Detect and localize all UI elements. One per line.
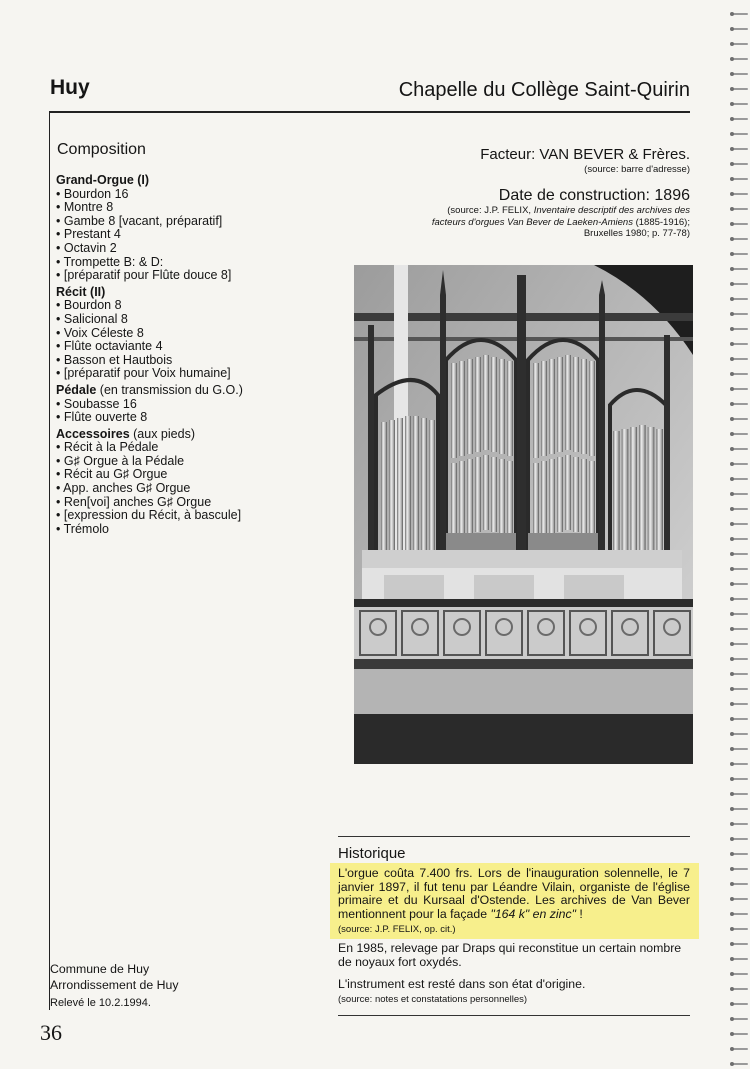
historique-paragraph-3 (338, 978, 690, 1006)
spiral-ring (730, 955, 750, 963)
spiral-ring (730, 625, 750, 633)
spiral-ring (730, 1000, 750, 1008)
bullet-icon: • (56, 396, 64, 411)
organ-pipe (639, 425, 646, 560)
spiral-ring (730, 805, 750, 813)
organ-pipe (533, 363, 539, 458)
organ-pipe (573, 357, 579, 452)
organ-pipe (581, 459, 587, 534)
spiral-ring (730, 250, 750, 258)
stop-item (56, 256, 346, 270)
bullet-icon: • (56, 440, 64, 455)
spiral-ring (730, 565, 750, 573)
bullet-icon: • (56, 453, 64, 468)
spiral-ring (730, 460, 750, 468)
stop-item (56, 242, 346, 256)
organ-pipe (381, 422, 387, 562)
builder-source: (source: barre d'adresse) (584, 164, 690, 175)
spiral-ring (730, 715, 750, 723)
left-rule (49, 111, 50, 1010)
arrondissement-label: Arrondissement de Huy (50, 977, 179, 992)
spiral-ring (730, 850, 750, 858)
organ-pipe (656, 429, 663, 564)
stop-label: Récit à la Pédale (63, 440, 159, 455)
spiral-ring (730, 370, 750, 378)
spiral-ring (730, 430, 750, 438)
section-heading-note: (en transmission du G.O.) (96, 382, 243, 397)
spiral-binding (728, 0, 750, 1069)
stop-item (56, 367, 346, 381)
spiral-ring (730, 970, 750, 978)
bullet-icon: • (56, 186, 64, 201)
bullet-icon: • (56, 481, 64, 496)
spiral-ring (730, 640, 750, 648)
construction-source (430, 205, 690, 240)
stop-item (56, 398, 346, 412)
bullet-icon: • (56, 508, 64, 523)
spiral-ring (730, 400, 750, 408)
organ-pipe (581, 359, 587, 454)
stop-label: Bourdon 8 (63, 298, 122, 313)
organ-pipe (459, 461, 465, 536)
organ-pipe (483, 455, 489, 530)
bullet-icon: • (56, 254, 64, 269)
bullet-icon: • (56, 298, 64, 313)
organ-pipe (467, 459, 473, 534)
organ-pipe (467, 359, 473, 454)
section-heading-text: Accessoires (56, 426, 130, 441)
spiral-ring (730, 145, 750, 153)
organ-pipe (565, 355, 571, 450)
spiral-ring (730, 520, 750, 528)
spiral-ring (730, 385, 750, 393)
section-heading-text: Récit (II) (56, 284, 106, 299)
stop-item (56, 313, 346, 327)
construction-source-suffix: (1885-1916); Bruxelles 1980; p. 77-78) (583, 216, 690, 239)
organ-pipe (459, 361, 465, 456)
bullet-icon: • (56, 494, 64, 509)
organ-pipe (421, 418, 427, 558)
header-rule (49, 111, 690, 113)
section-heading (56, 384, 346, 398)
stop-label: [préparatif pour Flûte douce 8] (63, 268, 232, 283)
historique-p1-quote: "164 k" en zinc" (490, 907, 577, 922)
bullet-icon: • (56, 227, 64, 242)
spiral-ring (730, 1045, 750, 1053)
builder-label: Facteur: (480, 146, 540, 163)
organ-pipe (557, 457, 563, 532)
stop-label: Flûte ouverte 8 (63, 410, 148, 425)
spiral-ring (730, 700, 750, 708)
stop-label: Trémolo (63, 521, 110, 536)
organ-pipe (499, 459, 505, 534)
spiral-ring (730, 415, 750, 423)
organ-pipe (541, 361, 547, 456)
stop-label: Basson et Hautbois (63, 352, 173, 367)
spiral-ring (730, 100, 750, 108)
spiral-ring (730, 1015, 750, 1023)
spiral-ring (730, 760, 750, 768)
chapel-title: Chapelle du Collège Saint-Quirin (398, 79, 690, 101)
spiral-ring (730, 745, 750, 753)
section-heading (56, 174, 346, 188)
releve-date: Relevé le 10.2.1994. (50, 997, 151, 1009)
bullet-icon: • (56, 410, 64, 425)
stop-item (56, 299, 346, 313)
historique-paragraph-1 (338, 867, 690, 937)
spiral-ring (730, 610, 750, 618)
organ-pipe (491, 457, 497, 532)
spiral-ring (730, 820, 750, 828)
stop-label: Gambe 8 [vacant, préparatif] (63, 213, 223, 228)
spiral-ring (730, 130, 750, 138)
section-heading-note: (aux pieds) (129, 426, 195, 441)
spiral-ring (730, 220, 750, 228)
commune-block (50, 962, 179, 993)
organ-pipe (451, 463, 457, 538)
stop-item (56, 327, 346, 341)
spiral-ring (730, 790, 750, 798)
spiral-ring (730, 280, 750, 288)
stop-label: App. anches G♯ Orgue (63, 481, 191, 496)
stop-label: [préparatif pour Voix humaine] (63, 366, 231, 381)
spiral-ring (730, 1030, 750, 1038)
spiral-ring (730, 895, 750, 903)
organ-pipe (483, 355, 489, 450)
organ-pipe (429, 420, 435, 560)
spiral-ring (730, 265, 750, 273)
construction-label: Date de construction: (498, 187, 655, 204)
spiral-ring (730, 685, 750, 693)
organ-pipe (648, 427, 655, 562)
organ-pipe (549, 359, 555, 454)
spiral-ring (730, 550, 750, 558)
historique-p1-source: (source: J.P. FELIX, op. cit.) (338, 923, 456, 935)
bullet-icon: • (56, 311, 64, 326)
section-heading (56, 286, 346, 300)
bullet-icon: • (56, 467, 64, 482)
spiral-ring (730, 670, 750, 678)
stop-label: Voix Céleste 8 (63, 325, 144, 340)
stop-label: [expression du Récit, à bascule] (63, 508, 242, 523)
spiral-ring (730, 55, 750, 63)
spiral-ring (730, 175, 750, 183)
historique-title: Historique (338, 845, 406, 862)
spiral-ring (730, 580, 750, 588)
stop-item (56, 215, 346, 229)
spiral-ring (730, 505, 750, 513)
spiral-ring (730, 490, 750, 498)
organ-pipe (541, 461, 547, 536)
spiral-ring (730, 355, 750, 363)
stop-item (56, 468, 346, 482)
organ-pipe (507, 461, 513, 536)
builder-name: VAN BEVER & Frères. (539, 146, 690, 163)
spiral-ring (730, 940, 750, 948)
organ-pipe (475, 457, 481, 532)
bullet-icon: • (56, 352, 64, 367)
spiral-ring (730, 985, 750, 993)
bullet-icon: • (56, 268, 64, 283)
builder-line (480, 146, 690, 163)
spiral-ring (730, 475, 750, 483)
stop-label: Ren[voi] anches G♯ Orgue (63, 494, 212, 509)
historique-rule (338, 836, 690, 837)
composition-list (56, 174, 346, 536)
organ-pipe (397, 418, 403, 558)
bullet-icon: • (56, 339, 64, 354)
stop-item (56, 354, 346, 368)
organ-pipe (451, 363, 457, 458)
construction-line (499, 187, 690, 205)
historique-p1-end: ! (576, 907, 583, 922)
stop-item (56, 496, 346, 510)
historique-p3-source: (source: notes et constatations personnelles) (338, 993, 528, 1005)
organ-pipe (389, 420, 395, 560)
spiral-ring (730, 835, 750, 843)
stop-label: Prestant 4 (63, 227, 121, 242)
stop-label: Octavin 2 (63, 240, 117, 255)
spiral-ring (730, 880, 750, 888)
stop-item (56, 455, 346, 469)
composition-title: Composition (57, 141, 146, 158)
spiral-ring (730, 535, 750, 543)
town-title: Huy (50, 76, 90, 99)
historique-p1-text: L'orgue coûta 7.400 frs. Lors de l'inauguration solennelle, le 7 janvier 1897, il fut tenu par Léandre Vilain, organiste de l'église primaire et du Kursaal d'Ostende. Les archives de Van Bever mentionnent pour la façade (338, 866, 690, 922)
stop-item (56, 482, 346, 496)
stop-label: Flûte octaviante 4 (63, 339, 163, 354)
section-heading-text: Pédale (56, 382, 97, 397)
stop-item (56, 228, 346, 242)
organ-pipe (405, 416, 411, 556)
historique-bottom-rule (338, 1015, 690, 1016)
spiral-ring (730, 40, 750, 48)
stop-label: Soubasse 16 (63, 396, 137, 411)
spiral-ring (730, 70, 750, 78)
organ-pipe (499, 359, 505, 454)
organ-pipe (491, 357, 497, 452)
spiral-ring (730, 325, 750, 333)
organ-pipe (622, 429, 629, 564)
spiral-ring (730, 775, 750, 783)
bullet-icon: • (56, 213, 64, 228)
stop-item (56, 411, 346, 425)
stop-item (56, 188, 346, 202)
bullet-icon: • (56, 240, 64, 255)
spiral-ring (730, 10, 750, 18)
historique-paragraph-2: En 1985, relevage par Draps qui reconstitue un certain nombre de noyaux fort oxydés. (338, 941, 682, 969)
organ-photo (354, 265, 693, 764)
organ-pipe (557, 357, 563, 452)
historique-p3-text: L'instrument est resté dans son état d'origine. (338, 977, 586, 991)
stop-item (56, 509, 346, 523)
organ-pipe (413, 416, 419, 556)
spiral-ring (730, 445, 750, 453)
spiral-ring (730, 235, 750, 243)
spiral-ring (730, 310, 750, 318)
spiral-ring (730, 190, 750, 198)
organ-pipe (549, 459, 555, 534)
organ-pipe (565, 455, 571, 530)
bullet-icon: • (56, 366, 64, 381)
organ-pipe (475, 357, 481, 452)
bullet-icon: • (56, 325, 64, 340)
section-heading-text: Grand-Orgue (I) (56, 173, 150, 187)
spiral-ring (730, 595, 750, 603)
stop-label: Bourdon 16 (63, 186, 129, 201)
stop-item (56, 441, 346, 455)
commune-label: Commune de Huy (50, 962, 150, 976)
stop-item (56, 269, 346, 283)
page-number: 36 (40, 1020, 62, 1045)
stop-label: G♯ Orgue à la Pédale (63, 453, 185, 468)
section-heading (56, 428, 346, 442)
spiral-ring (730, 865, 750, 873)
organ-pipe (533, 463, 539, 538)
spiral-ring (730, 295, 750, 303)
organ-pipe (589, 361, 595, 456)
spiral-ring (730, 925, 750, 933)
stop-label: Salicional 8 (63, 311, 128, 326)
spiral-ring (730, 910, 750, 918)
spiral-ring (730, 655, 750, 663)
organ-pipe (507, 361, 513, 456)
spiral-ring (730, 25, 750, 33)
spiral-ring (730, 85, 750, 93)
organ-pipe (613, 431, 620, 566)
stop-label: Trompette B: & D: (63, 254, 164, 269)
organ-pipe (573, 457, 579, 532)
construction-source-title: Inventaire descriptif des archives des facteurs d'orgues Van Bever de Laeken-Amiens (431, 205, 690, 228)
spiral-ring (730, 205, 750, 213)
stop-item (56, 201, 346, 215)
bullet-icon: • (56, 200, 64, 215)
spiral-ring (730, 340, 750, 348)
construction-year: 1896 (654, 187, 690, 204)
organ-pipe (630, 427, 637, 562)
stop-item (56, 523, 346, 537)
stop-label: Récit au G♯ Orgue (63, 467, 168, 482)
bullet-icon: • (56, 521, 64, 536)
stop-label: Montre 8 (63, 200, 114, 215)
spiral-ring (730, 160, 750, 168)
spiral-ring (730, 730, 750, 738)
organ-pipe (589, 461, 595, 536)
spiral-ring (730, 115, 750, 123)
spiral-ring (730, 1060, 750, 1068)
stop-item (56, 340, 346, 354)
construction-source-prefix: (source: J.P. FELIX, (447, 205, 534, 216)
